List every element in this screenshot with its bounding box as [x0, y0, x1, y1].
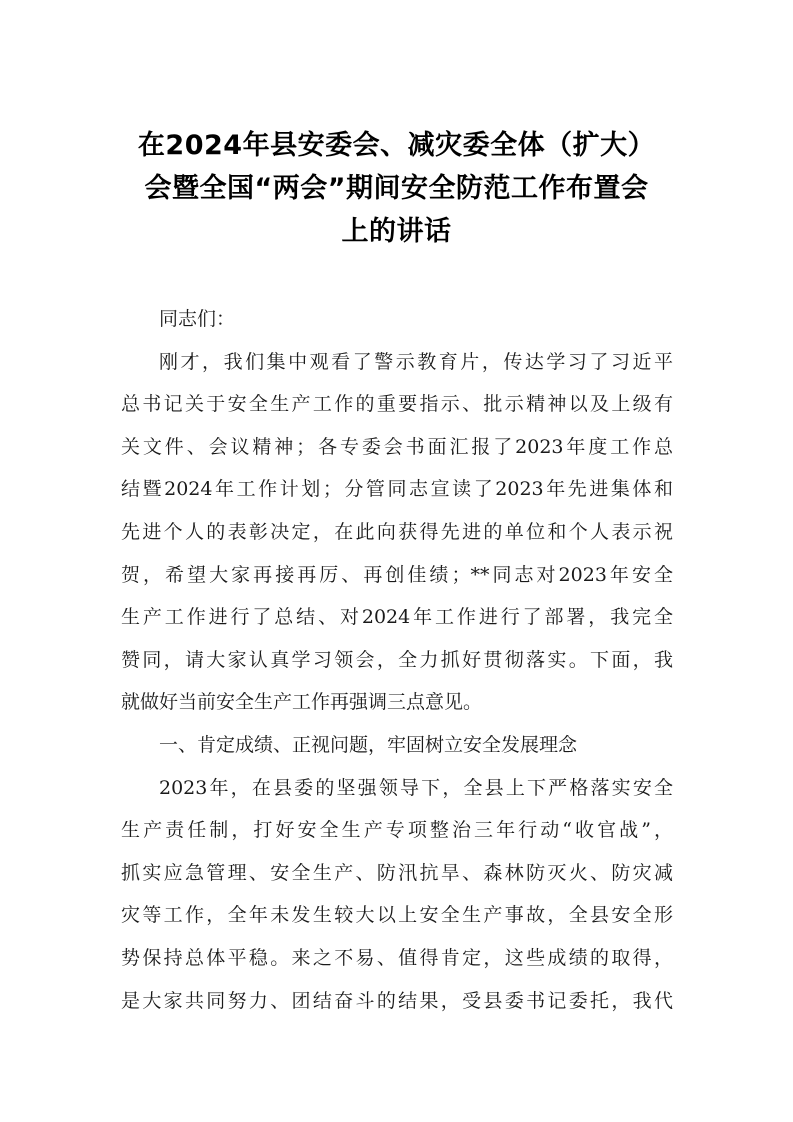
paragraph-1-line: 就做好当前安全生产工作再强调三点意见。	[121, 691, 483, 714]
paragraph-1-line: 刚才，我们集中观看了警示教育片，传达学习了习近平	[159, 350, 673, 373]
paragraph-2-line: 生产责任制，打好安全生产专项整治三年行动“收官战”，	[121, 819, 673, 842]
paragraph-2-line: 灾等工作，全年未发生较大以上安全生产事故，全县安全形	[121, 904, 673, 927]
salutation: 同志们：	[159, 308, 236, 330]
document-title	[110, 124, 683, 253]
paragraph-2-line: 势保持总体平稳。来之不易、值得肯定，这些成绩的取得，	[121, 946, 673, 969]
paragraph-1	[121, 341, 673, 724]
paragraph-2-line: 抓实应急管理、安全生产、防汛抗旱、森林防灭火、防灾减	[121, 861, 673, 884]
paragraph-1-line: 赞同，请大家认真学习领会，全力抓好贯彻落实。下面，我	[121, 648, 673, 671]
title-line-3: 上的讲话	[341, 216, 452, 247]
paragraph-1-line: 贺，希望大家再接再厉、再创佳绩；**同志对2023年安全	[121, 563, 673, 586]
document-body	[121, 298, 673, 1022]
paragraph-1-line: 总书记关于安全生产工作的重要指示、批示精神以及上级有	[121, 393, 673, 416]
section-1-heading-paragraph	[121, 724, 673, 767]
paragraph-1-line: 先进个人的表彰决定，在此向获得先进的单位和个人表示祝	[121, 520, 673, 543]
paragraph-1-line: 关文件、会议精神；各专委会书面汇报了2023年度工作总	[121, 435, 673, 458]
section-1-heading: 一、肯定成绩、正视问题，牢固树立安全发展理念	[159, 733, 578, 756]
title-line-2: 会暨全国“两会”期间安全防范工作布置会	[144, 173, 649, 204]
salutation-paragraph	[121, 298, 673, 341]
title-line-1: 在2024年县安委会、减灾委全体（扩大）	[137, 130, 656, 161]
paragraph-1-line: 结暨2024年工作计划；分管同志宣读了2023年先进集体和	[121, 478, 673, 501]
paragraph-2	[121, 767, 673, 1023]
paragraph-2-line: 2023年，在县委的坚强领导下，全县上下严格落实安全	[159, 776, 673, 799]
paragraph-1-line: 生产工作进行了总结、对2024年工作进行了部署，我完全	[121, 606, 673, 629]
paragraph-2-line: 是大家共同努力、团结奋斗的结果，受县委书记委托，我代	[121, 989, 673, 1012]
